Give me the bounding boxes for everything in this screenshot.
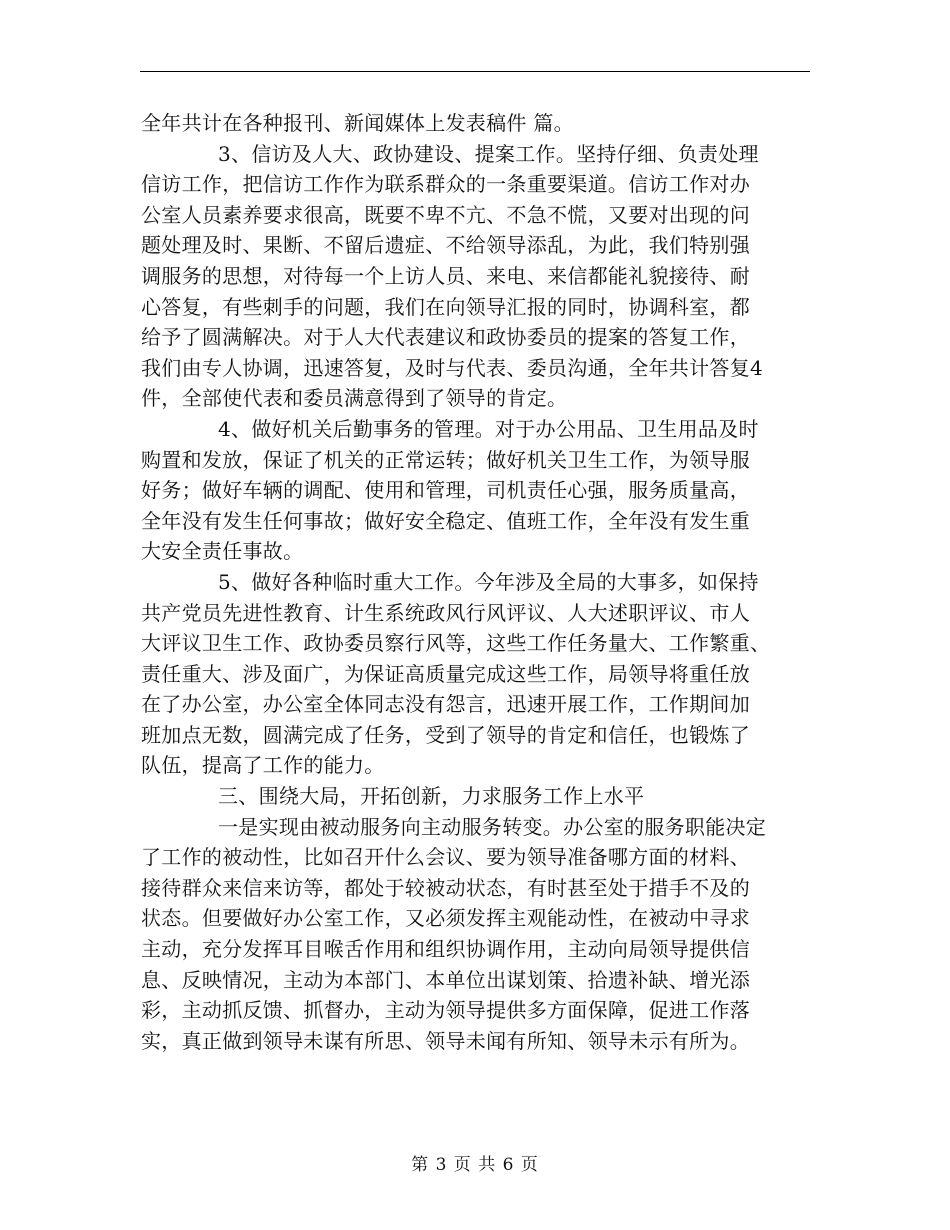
text-line: 了工作的被动性，比如召开什么会议、要为领导准备哪方面的材料、: [141, 845, 750, 870]
text-line: 公室人员素养要求很高，既要不卑不亢、不急不慌，又要对出现的问: [141, 202, 750, 227]
text-line: 息、反映情况，主动为本部门、本单位出谋划策、拾遗补缺、增光添: [141, 967, 750, 992]
text-line: 信访工作，把信访工作作为联系群众的一条重要渠道。信访工作对办: [141, 172, 750, 197]
text-line: 状态。但要做好办公室工作，又必须发挥主观能动性，在被动中寻求: [141, 906, 750, 931]
text-line: 全年没有发生任何事故；做好安全稳定、值班工作，全年没有发生重: [141, 508, 750, 533]
text-line: 大评议卫生工作、政协委员察行风等，这些工作任务量大、工作繁重、: [141, 631, 771, 656]
text-line: 好务；做好车辆的调配、使用和管理，司机责任心强，服务质量高，: [141, 478, 750, 503]
text-line: 题处理及时、果断、不留后遗症、不给领导添乱，为此，我们特别强: [141, 233, 750, 258]
text-line: 队伍，提高了工作的能力。: [141, 753, 385, 778]
text-line: 大安全责任事故。: [141, 539, 304, 564]
text-line: 实，真正做到领导未谋有所思、领导未闻有所知、领导未示有所为。: [141, 1028, 750, 1053]
text-line: 彩，主动抓反馈、抓督办，主动为领导提供多方面保障，促进工作落: [141, 998, 750, 1023]
text-line: 班加点无数，圆满完成了任务，受到了领导的肯定和信任，也锻炼了: [141, 722, 750, 747]
text-line: 心答复，有些刺手的问题，我们在向领导汇报的同时，协调科室，都: [141, 294, 750, 319]
text-line: 共产党员先进性教育、计生系统政风行风评议、人大述职评议、市人: [141, 600, 750, 625]
page-footer: 第 3 页 共 6 页: [411, 1155, 539, 1175]
text-line: 我们由专人协调，迅速答复，及时与代表、委员沟通，全年共计答复4: [141, 355, 764, 380]
text-line: 4、做好机关后勤事务的管理。对于办公用品、卫生用品及时: [218, 416, 759, 441]
text-line: 主动，充分发挥耳目喉舌作用和组织协调作用，主动向局领导提供信: [141, 937, 750, 962]
text-line: 三、围绕大局，开拓创新，力求服务工作上水平: [218, 784, 645, 809]
text-line: 3、信访及人大、政协建设、提案工作。坚持仔细、负责处理: [218, 141, 759, 166]
text-line: 责任重大、涉及面广，为保证高质量完成这些工作，局领导将重任放: [141, 661, 750, 686]
text-line: 接待群众来信来访等，都处于较被动状态，有时甚至处于措手不及的: [141, 875, 750, 900]
text-line: 给予了圆满解决。对于人大代表建议和政协委员的提案的答复工作，: [141, 325, 750, 350]
text-line: 全年共计在各种报刊、新闻媒体上发表稿件 篇。: [141, 111, 574, 135]
header-rule: [140, 71, 810, 72]
text-line: 在了办公室，办公室全体同志没有怨言，迅速开展工作，工作期间加: [141, 692, 750, 717]
body-text: [141, 108, 811, 1056]
text-line: 5、做好各种临时重大工作。今年涉及全局的大事多，如保持: [218, 569, 759, 594]
text-line: 一是实现由被动服务向主动服务转变。办公室的服务职能决定: [218, 814, 767, 839]
text-line: 购置和发放，保证了机关的正常运转；做好机关卫生工作，为领导服: [141, 447, 750, 472]
text-line: 调服务的思想，对待每一个上访人员、来电、来信都能礼貌接待、耐: [141, 263, 750, 288]
text-line: 件，全部使代表和委员满意得到了领导的肯定。: [141, 386, 568, 411]
